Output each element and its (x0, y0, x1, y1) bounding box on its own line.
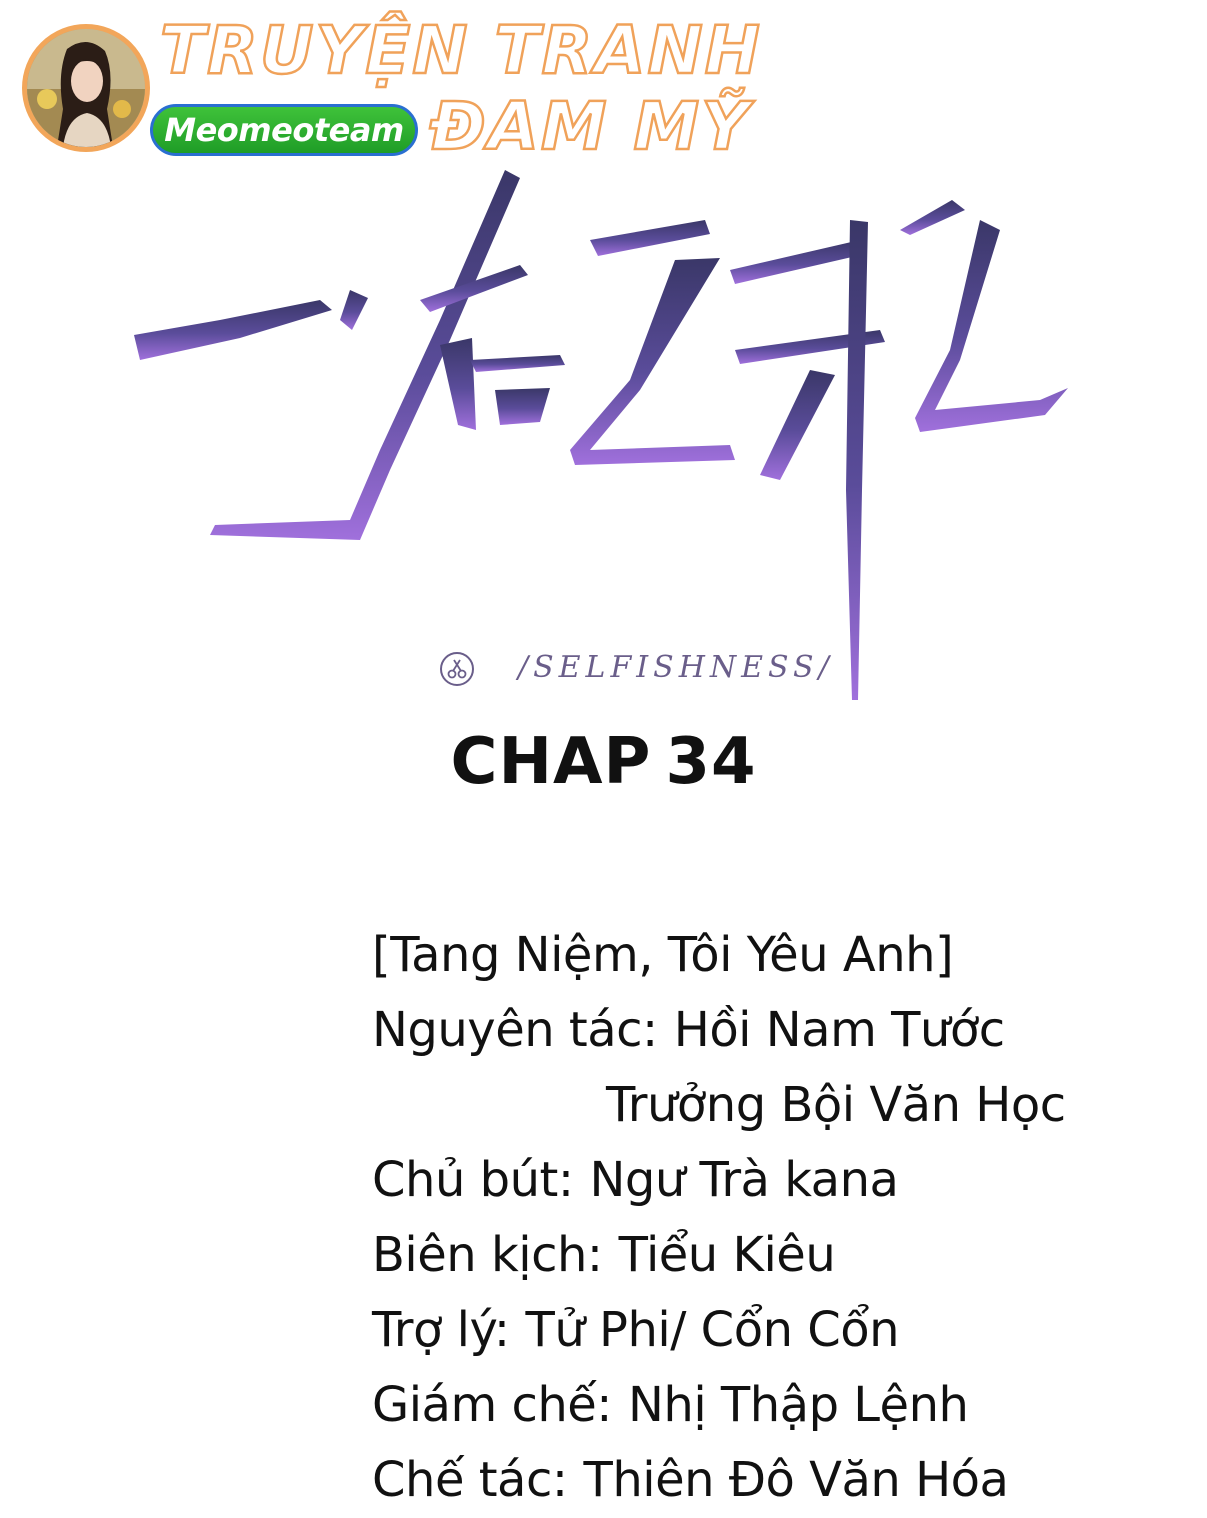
credit-label: Chủ bút: (372, 1152, 574, 1208)
credit-label: Nguyên tác: (372, 1002, 658, 1058)
credit-value: Thiên Đô Văn Hóa (583, 1452, 1009, 1508)
credit-line-original-publisher (372, 1068, 1066, 1143)
logo-subtitle: /SELFISHNESS/ (518, 650, 834, 685)
chapter-label: CHAP (450, 725, 652, 799)
credit-label: Chế tác: (372, 1452, 568, 1508)
credit-line-original (372, 993, 1066, 1068)
credit-label: Giám chế: (372, 1377, 612, 1433)
credits-title: [Tang Niệm, Tôi Yêu Anh] (372, 927, 954, 983)
credit-line-production (372, 1443, 1066, 1518)
girl-portrait-avatar-icon (22, 24, 150, 152)
credit-label: Biên kịch: (372, 1227, 603, 1283)
credit-line-supervisor (372, 1368, 1066, 1443)
watermark-banner (0, 0, 780, 175)
credit-value: Tiểu Kiêu (618, 1227, 836, 1283)
credit-value: Tử Phi/ Cổn Cổn (525, 1302, 900, 1358)
credit-line-lead-artist (372, 1143, 1066, 1218)
credit-value: Trưởng Bội Văn Học (606, 1077, 1066, 1133)
credit-value: Ngư Trà kana (589, 1152, 899, 1208)
chapter-heading (0, 725, 1207, 799)
calligraphy-logo-icon (120, 160, 1080, 720)
credit-value: Nhị Thập Lệnh (627, 1377, 969, 1433)
watermark-title-line2: ĐAM MỸ (430, 88, 751, 165)
credits-block (372, 918, 1066, 1518)
credit-line-assistant (372, 1293, 1066, 1368)
team-name: Meomeoteam (164, 111, 404, 149)
credit-line-screenwriter (372, 1218, 1066, 1293)
watermark-title-line1: TRUYỆN TRANH (160, 12, 762, 89)
title-logo (120, 160, 1080, 720)
credit-label: Trợ lý: (372, 1302, 510, 1358)
credit-value: Hồi Nam Tước (673, 1002, 1005, 1058)
scissors-seal-icon (438, 650, 476, 688)
team-badge (150, 104, 418, 156)
chapter-number: 34 (665, 725, 757, 799)
